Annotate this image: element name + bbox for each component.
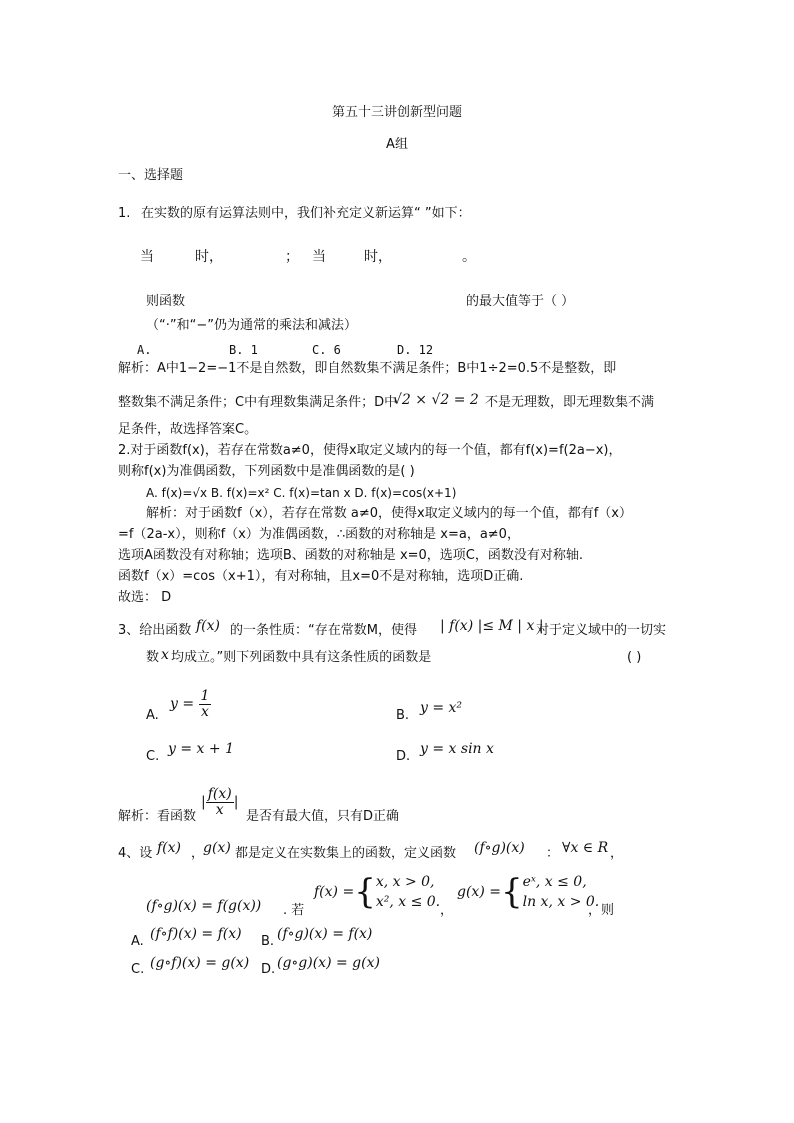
q1-option-d: D. 12 xyxy=(397,343,434,357)
q1-number: 1. xyxy=(118,206,131,221)
q3-analysis-numerator: f(x) xyxy=(207,785,232,802)
q4-ze: ，则 xyxy=(588,903,615,918)
q1-note: （“·”和“−”仍为通常的乘法和减法） xyxy=(146,318,357,333)
q4-comma: ， xyxy=(610,846,624,861)
q1-stem: 在实数的原有运算法则中，我们补充定义新运算“ ”如下： xyxy=(141,206,471,221)
q4-g-lhs: g(x) = xyxy=(457,884,501,900)
q3-option-c-math: y = x + 1 xyxy=(168,741,234,757)
q2-analysis-line3: 选项A函数没有对称轴；选项B、函数的对称轴是 x=0，选项C，函数没有对称轴. xyxy=(118,548,584,563)
q3-analysis-denominator: x xyxy=(215,801,224,818)
q1-max-text: 的最大值等于（ ） xyxy=(466,294,575,309)
q1-option-b: B. 1 xyxy=(229,343,258,357)
q3-line2-x: x xyxy=(161,647,169,663)
q4-f-definition: f(x) = { x, x > 0, x², x ≤ 0. xyxy=(314,872,441,912)
q4-f-lhs: f(x) = xyxy=(314,884,355,900)
q4-option-d-math: (g∘g)(x) = g(x) xyxy=(277,955,380,971)
q3-analysis-fraction xyxy=(206,787,234,818)
q4-lead: 4、设 xyxy=(118,846,153,861)
q4-f-pieces xyxy=(376,872,440,912)
page-title: 第五十三讲创新型问题 xyxy=(331,105,462,120)
q1-case-separator: ； xyxy=(285,249,299,265)
q1-analysis-line2b: 不是无理数，即无理数集不满 xyxy=(485,395,655,410)
q3-option-a-lhs: y = xyxy=(170,696,195,712)
section-heading: 一、选择题 xyxy=(118,168,184,183)
group-label: A组 xyxy=(386,137,408,152)
q3-fx: f(x) xyxy=(196,618,221,634)
q3-option-b-label: B. xyxy=(396,708,410,723)
q3-tail: 对于定义域中的一切实 xyxy=(536,623,667,638)
q2-options: A. f(x)=√x B. f(x)=x² C. f(x)=tan x D. f(x)=cos(x+1) xyxy=(146,486,457,500)
q3-option-a-denominator: x xyxy=(201,703,209,720)
q4-option-a-math: (f∘f)(x) = f(x) xyxy=(150,926,242,942)
q3-option-a-fraction xyxy=(199,689,212,720)
q4-option-a-label: A. xyxy=(131,934,144,949)
q4-definition: (f∘g)(x) = f(g(x)) xyxy=(146,898,262,914)
q3-option-c-label: C. xyxy=(146,749,160,764)
q4-fog: (f∘g)(x) xyxy=(474,840,525,856)
q1-analysis-math: √2 × √2 = 2 xyxy=(393,392,479,408)
q4-option-b-math: (f∘g)(x) = f(x) xyxy=(277,926,373,942)
q1-case2-when: 当 xyxy=(312,249,326,265)
q1-analysis-line3: 足条件，故选择答案C。 xyxy=(118,422,258,437)
q4-ruo: . 若 xyxy=(283,903,305,918)
q3-answer-paren: ( ) xyxy=(627,650,642,665)
q4-g: g(x) xyxy=(203,840,231,856)
q4-g-piece-1: eˣ, x ≤ 0, xyxy=(522,874,587,890)
q3-analysis-math: | $\frac{f(x)}{x}$ | xyxy=(201,785,239,818)
q1-option-c: C. 6 xyxy=(312,343,341,357)
q2-analysis-line5: 故选： D xyxy=(118,590,172,605)
q3-option-d-math: y = x sin x xyxy=(420,741,494,757)
q1-analysis-line2a: 整数集不满足条件；C中有理数集满足条件；D中 xyxy=(118,395,398,410)
q1-option-a: A. xyxy=(137,343,152,357)
q4-option-c-math: (g∘f)(x) = g(x) xyxy=(150,955,250,971)
q1-case1-when: 当 xyxy=(140,249,154,265)
q3-analysis-lead: 解析：看函数 xyxy=(118,809,197,824)
q3-inequality: | f(x) |≤ M | x | xyxy=(440,618,544,634)
q3-line2-b: 均成立。”则下列函数中具有这条性质的函数是 xyxy=(171,650,432,665)
q4-option-b-label: B. xyxy=(261,934,275,949)
q1-analysis-line1: 解析：A中1−2=−1不是自然数，即自然数集不满足条件；B中1÷2=0.5不是整数，即 xyxy=(118,361,617,376)
q3-option-a-math xyxy=(170,684,211,724)
q1-case1-then: 时， xyxy=(195,249,223,265)
q4-f-piece-2: x², x ≤ 0. xyxy=(375,894,441,910)
q3-line2-a: 数 xyxy=(146,650,160,665)
q1-case2-then: 时， xyxy=(364,249,392,265)
q1-case-end: 。 xyxy=(462,249,476,265)
q2-analysis-line2: =f（2a-x），则称f（x）为准偶函数，∴函数的对称轴是 x=a，a≠0， xyxy=(118,527,520,542)
q3-option-a-label: A. xyxy=(146,708,159,723)
q4-mid: 都是定义在实数集上的函数，定义函数 xyxy=(235,846,457,861)
q2-analysis-line1: 解析：对于函数f（x），若存在常数 a≠0，使得x取定义域内的每一个值，都有f（x） xyxy=(146,506,632,521)
q2-line1: 2.对于函数f(x)，若存在常数a≠0，使得x取定义域内的每一个值，都有f(x)=f(2a−x)， xyxy=(118,443,622,458)
q4-colon: ： xyxy=(546,846,560,861)
q4-g-definition: g(x) = { eˣ, x ≤ 0, ln x, x > 0. xyxy=(457,872,600,912)
q4-comma-2: ， xyxy=(440,903,454,918)
q4-g-piece-2: ln x, x > 0. xyxy=(522,894,600,910)
q3-analysis-tail: 是否有最大值，只有D正确 xyxy=(246,809,400,824)
q3-property: 的一条性质：“存在常数M，使得 xyxy=(230,623,417,638)
q2-line2: 则称f(x)为准偶函数，下列函数中是准偶函数的是( ) xyxy=(118,464,415,479)
q3-option-d-label: D. xyxy=(396,749,411,764)
q3-option-b-math: y = x² xyxy=(420,700,463,716)
q2-analysis-line4: 函数f（x）=cos（x+1），有对称轴，且x=0不是对称轴，选项D正确. xyxy=(118,569,524,584)
q4-f-piece-1: x, x > 0, xyxy=(375,874,435,890)
q4-option-c-label: C. xyxy=(131,962,145,977)
q1-function-lead: 则函数 xyxy=(146,294,186,309)
q3-option-a-numerator: 1 xyxy=(200,687,210,704)
q4-forall: ∀x ∈ R xyxy=(562,840,609,856)
q4-separator: ， xyxy=(191,846,205,861)
q4-option-d-label: D. xyxy=(261,962,276,977)
q3-lead: 3、给出函数 xyxy=(118,623,192,638)
q4-f: f(x) xyxy=(157,840,182,856)
